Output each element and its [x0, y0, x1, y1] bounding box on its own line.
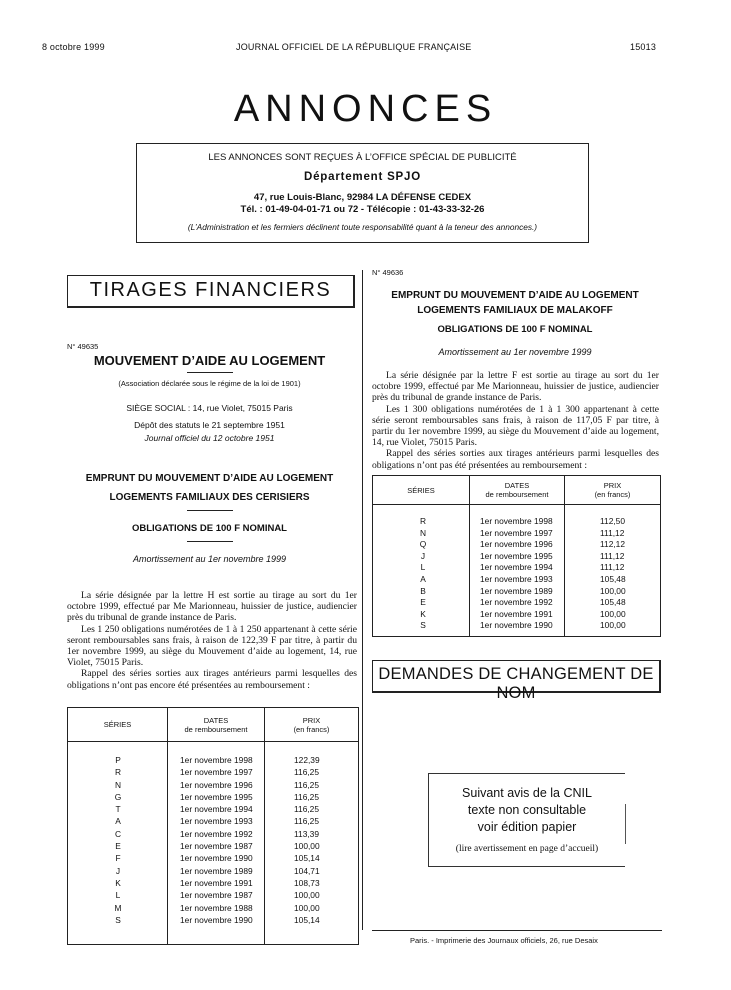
- paragraph: La série désignée par la lettre H est sortie au tirage au sort du 1er octobre 1999, effectué par Me Marionneau, huissier de justice, audiencier près du tribunal de grande instance de Paris.: [67, 590, 357, 624]
- col-prix: PRIX: [302, 716, 321, 725]
- footer-rule: [372, 930, 662, 931]
- notice-number-right: N° 49636: [372, 268, 404, 277]
- depot-statuts: Dépôt des statuts le 21 septembre 1951: [134, 420, 285, 430]
- rule: [187, 510, 233, 511]
- page-title: ANNONCES: [233, 88, 498, 130]
- cnil-notice: [428, 773, 625, 867]
- cnil-edge: [625, 804, 626, 844]
- section-title-demandes: DEMANDES DE CHANGEMENT DE NOM: [378, 665, 654, 702]
- journal-title: JOURNAL OFFICIEL DE LA RÉPUBLIQUE FRANÇAISE: [236, 42, 472, 52]
- col-prix-sub: (en francs): [594, 490, 631, 499]
- emprunt-title-1: EMPRUNT DU MOUVEMENT D’AIDE AU LOGEMENT: [85, 473, 334, 484]
- assoc-note: (Association déclarée sous le régime de la loi de 1901): [118, 379, 301, 388]
- prix-values: 122,39 116,25 116,25 116,25 116,25 116,25 113,39 100,00 105,14 104,71 108,73 100,00 100,00 105,14: [294, 755, 320, 925]
- table-header-line: [373, 504, 660, 505]
- cnil-line-3: voir édition papier: [477, 820, 577, 834]
- printer-footer: Paris. - Imprimerie des Journaux officiels, 26, rue Desaix: [410, 936, 598, 945]
- table-header-line: [68, 741, 358, 742]
- left-table: [67, 707, 359, 945]
- col-prix: PRIX: [603, 481, 622, 490]
- col-dates: DATES: [504, 481, 530, 490]
- page-date: 8 octobre 1999: [42, 42, 105, 52]
- cnil-line-4: (lire avertissement en page d’accueil): [455, 844, 599, 854]
- notice-number-left: N° 49635: [67, 342, 99, 351]
- col-dates-sub: de remboursement: [485, 490, 549, 499]
- table-col-line: [264, 708, 265, 944]
- department-name: Département SPJO: [304, 171, 421, 183]
- prix-values: 112,50 111,12 112,12 111,12 111,12 105,48 100,00 105,48 100,00 100,00: [600, 516, 626, 631]
- column-divider: [362, 270, 363, 930]
- emprunt-title-2: LOGEMENTS FAMILIAUX DES CERISIERS: [109, 492, 310, 503]
- rule: [187, 372, 233, 373]
- section-title-tirages: TIRAGES FINANCIERS: [89, 279, 332, 301]
- col-dates: DATES: [203, 716, 229, 725]
- info-box: [136, 143, 589, 243]
- address-line: 47, rue Louis-Blanc, 92984 LA DÉFENSE CEDEX: [253, 192, 472, 203]
- left-body: [67, 590, 357, 691]
- section-box-demandes: [372, 660, 661, 702]
- right-body: [372, 370, 659, 471]
- siege-social: SIÈGE SOCIAL : 14, rue Violet, 75015 Paris: [126, 403, 293, 413]
- col-series: SÉRIES: [103, 720, 132, 729]
- table-col-line: [167, 708, 168, 944]
- amortissement: Amortissement au 1er novembre 1999: [132, 554, 287, 564]
- col-series: SÉRIES: [407, 486, 435, 495]
- obligations-title: OBLIGATIONS DE 100 F NOMINAL: [437, 324, 593, 335]
- emprunt-title-1: EMPRUNT DU MOUVEMENT D’AIDE AU LOGEMENT: [391, 290, 639, 301]
- col-prix-sub: (en francs): [293, 725, 330, 734]
- paragraph: La série désignée par la lettre F est sortie au tirage au sort du 1er octobre 1999, effectué par Me Marionneau, huissier de justice, audiencier près du tribunal de grande instance de Paris.: [372, 370, 659, 404]
- paragraph: Les 1 250 obligations numérotées de 1 à 1 250 appartenant à cette série seront remboursables sans frais, à raison de 122,39 F par titre, à partir du 1er novembre 1999, au siège du Mouvement d’aide au logement, 14, rue Violet, 75015 Paris.: [67, 623, 357, 669]
- cnil-line-2: texte non consultable: [467, 803, 587, 817]
- paragraph: Les 1 300 obligations numérotées de 1 à 1 300 appartenant à cette série seront remboursables sans frais, à raison de 117,05 F par titre, à partir du 1er novembre 1999, au siège du Mouvement d’aide au logement, 14, rue Violet, 75015 Paris.: [372, 403, 659, 449]
- org-name: MOUVEMENT D’AIDE AU LOGEMENT: [93, 353, 326, 368]
- col-dates-sub: de remboursement: [184, 725, 248, 734]
- paragraph: Rappel des séries sorties aux tirages antérieurs parmi lesquelles des obligations n’ont pas été présentées au remboursement :: [372, 448, 659, 471]
- table-col-line: [469, 476, 470, 636]
- table-col-line: [564, 476, 565, 636]
- rule: [187, 541, 233, 542]
- cnil-line-1: Suivant avis de la CNIL: [462, 786, 592, 800]
- section-box-tirages: [67, 275, 355, 308]
- paragraph: Rappel des séries sorties aux tirages antérieurs parmi lesquelles des obligations n’ont pas encore été présentées au remboursement :: [67, 668, 357, 691]
- right-table: [372, 475, 661, 637]
- disclaimer: (L’Administration et les fermiers déclinent toute responsabilité quant à la teneur des annonces.): [187, 222, 538, 232]
- series-values: P R N G T A C E F J K L M S: [114, 755, 122, 925]
- amortissement: Amortissement au 1er novembre 1999: [438, 347, 592, 357]
- dates-values: 1er novembre 1998 1er novembre 1997 1er novembre 1996 1er novembre 1995 1er novembre 1994 1er novembre 1993 1er novembre 1992 1er novembre 1987 1er novembre 1990 1er novembre 1989 1er novembre 1991 1er novembre 1987 1er novembre 1988 1er novembre 1990: [180, 755, 253, 925]
- page-number: 15013: [630, 42, 657, 52]
- dates-values: 1er novembre 1998 1er novembre 1997 1er novembre 1996 1er novembre 1995 1er novembre 1994 1er novembre 1993 1er novembre 1989 1er novembre 1992 1er novembre 1991 1er novembre 1990: [480, 516, 553, 631]
- emprunt-title-2: LOGEMENTS FAMILIAUX DE MALAKOFF: [417, 305, 613, 316]
- series-values: R N Q J L A B E K S: [419, 516, 427, 631]
- obligations-title: OBLIGATIONS DE 100 F NOMINAL: [131, 523, 287, 534]
- journal-ref: Journal officiel du 12 octobre 1951: [144, 433, 275, 443]
- phone-line: Tél. : 01-49-04-01-71 ou 72 - Télécopie : 01-43-33-32-26: [240, 204, 485, 215]
- info-line: LES ANNONCES SONT REÇUES À L’OFFICE SPÉCIAL DE PUBLICITÉ: [208, 152, 517, 163]
